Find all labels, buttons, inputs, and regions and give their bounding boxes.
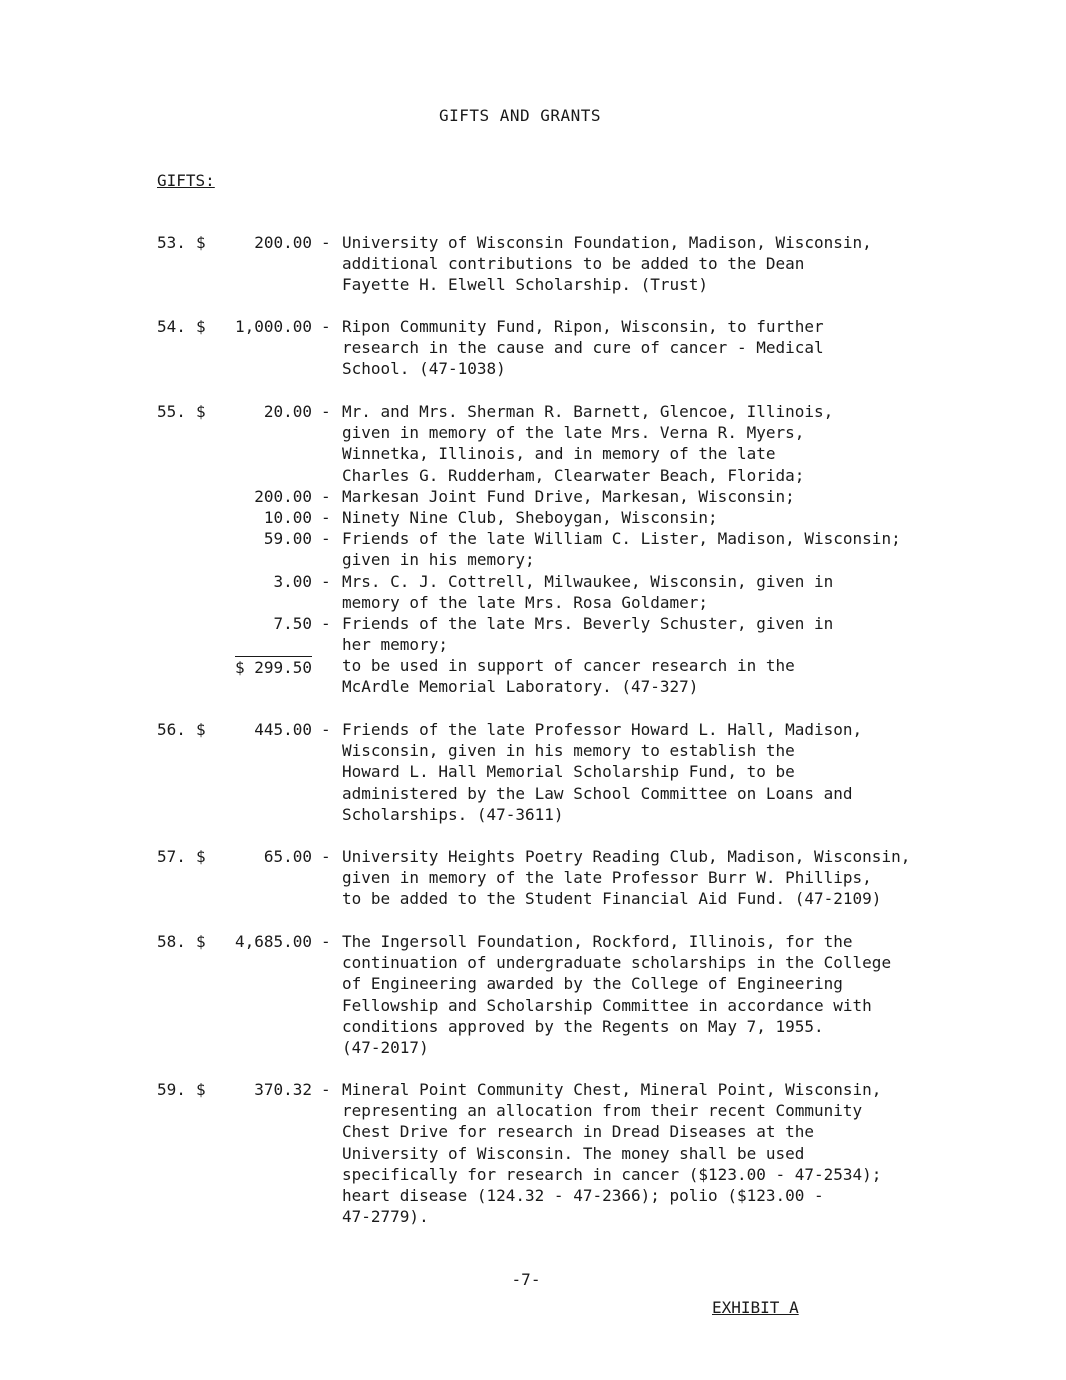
- gift-amount: 370.32: [254, 1080, 312, 1099]
- gift-line: [0, 635, 1066, 656]
- gift-amount: 20.00: [263, 402, 312, 421]
- section-heading-gifts: GIFTS:: [157, 171, 215, 190]
- separator-dash: -: [321, 571, 331, 591]
- gift-description: (47-2017): [342, 1037, 429, 1057]
- entry-number: 59.: [157, 1080, 186, 1099]
- gift-total-amount: $ 299.50: [234, 658, 312, 678]
- gift-line: [0, 614, 1066, 635]
- gift-line: [0, 996, 1066, 1017]
- gift-entry: [0, 233, 1066, 297]
- gift-description: Fayette H. Elwell Scholarship. (Trust): [342, 275, 709, 295]
- gift-entry: [0, 720, 1066, 826]
- gift-amount: 3.00: [273, 571, 312, 591]
- entry-number: 55.: [157, 402, 186, 421]
- gift-line: [0, 572, 1066, 593]
- gift-description: The Ingersoll Foundation, Rockford, Illinois, for the: [342, 932, 853, 951]
- gift-description: administered by the Law School Committee on Loans and: [342, 783, 853, 803]
- gift-line: [0, 1080, 1066, 1101]
- gift-line: [0, 402, 1066, 423]
- gift-line: [0, 784, 1066, 805]
- gift-total-line: [0, 656, 1066, 677]
- gift-description: Friends of the late William C. Lister, Madison, Wisconsin;: [342, 529, 901, 549]
- gift-amount: 10.00: [263, 507, 312, 527]
- gift-line: [0, 487, 1066, 508]
- gift-description: specifically for research in cancer ($123.00 - 47-2534);: [342, 1164, 882, 1184]
- separator-dash: -: [321, 720, 331, 739]
- gift-description: given in his memory;: [342, 550, 535, 570]
- separator-dash: -: [321, 402, 331, 421]
- gift-description: heart disease (124.32 - 47-2366); polio ($123.00 -: [342, 1185, 824, 1205]
- gift-description: Scholarships. (47-3611): [342, 804, 564, 824]
- gift-description: Markesan Joint Fund Drive, Markesan, Wisconsin;: [342, 486, 795, 506]
- gift-description: University Heights Poetry Reading Club, Madison, Wisconsin,: [342, 847, 911, 866]
- gift-description: Wisconsin, given in his memory to establish the: [342, 741, 795, 761]
- gift-line: [0, 762, 1066, 783]
- gift-description: Mr. and Mrs. Sherman R. Barnett, Glencoe, Illinois,: [342, 402, 834, 421]
- gift-entry: [0, 932, 1066, 1059]
- gift-description: conditions approved by the Regents on May 7, 1955.: [342, 1016, 824, 1036]
- gift-description: of Engineering awarded by the College of Engineering: [342, 974, 843, 994]
- gift-description: representing an allocation from their recent Community: [342, 1101, 863, 1121]
- gift-description: Fellowship and Scholarship Committee in accordance with: [342, 995, 872, 1015]
- separator-dash: -: [321, 317, 331, 336]
- gift-line: [0, 593, 1066, 614]
- gift-line: [0, 338, 1066, 359]
- gift-line: [0, 720, 1066, 741]
- dollar-sign: $: [196, 233, 206, 252]
- gift-line: [0, 423, 1066, 444]
- gift-description: Mineral Point Community Chest, Mineral Point, Wisconsin,: [342, 1080, 882, 1099]
- separator-dash: -: [321, 486, 331, 506]
- gift-description: given in memory of the late Mrs. Verna R. Myers,: [342, 423, 805, 443]
- exhibit-label: EXHIBIT A: [712, 1298, 799, 1317]
- gift-line: [0, 254, 1066, 275]
- gift-description: Ripon Community Fund, Ripon, Wisconsin, to further: [342, 317, 824, 336]
- gift-line: [0, 1144, 1066, 1165]
- gift-amount: 65.00: [263, 847, 312, 866]
- dollar-sign: $: [196, 847, 206, 866]
- gift-line: [0, 889, 1066, 910]
- gift-line: [0, 444, 1066, 465]
- gift-line: [0, 1186, 1066, 1207]
- gift-description: Friends of the late Professor Howard L. Hall, Madison,: [342, 720, 863, 739]
- gift-description: continuation of undergraduate scholarships in the College: [342, 953, 892, 973]
- gift-line: [0, 233, 1066, 254]
- gift-description: Howard L. Hall Memorial Scholarship Fund, to be: [342, 762, 795, 782]
- gift-amount: 7.50: [273, 613, 312, 633]
- gift-description: research in the cause and cure of cancer - Medical: [342, 338, 824, 358]
- gift-entry: [0, 1080, 1066, 1228]
- gift-description: Winnetka, Illinois, and in memory of the late: [342, 444, 776, 464]
- gift-description: Ninety Nine Club, Sheboygan, Wisconsin;: [342, 507, 718, 527]
- gift-description: memory of the late Mrs. Rosa Goldamer;: [342, 592, 709, 612]
- gift-entry: [0, 402, 1066, 699]
- gift-description: additional contributions to be added to the Dean: [342, 254, 805, 274]
- gift-line: [0, 1207, 1066, 1228]
- gift-description: 47-2779).: [342, 1207, 429, 1227]
- gift-description: Charles G. Rudderham, Clearwater Beach, Florida;: [342, 465, 805, 485]
- gift-line: [0, 847, 1066, 868]
- gift-line: [0, 1122, 1066, 1143]
- gift-description: Mrs. C. J. Cottrell, Milwaukee, Wisconsin, given in: [342, 571, 834, 591]
- gift-amount: 200.00: [254, 233, 312, 252]
- gift-line: [0, 805, 1066, 826]
- gift-description: Chest Drive for research in Dread Diseases at the: [342, 1122, 815, 1142]
- dollar-sign: $: [196, 402, 206, 421]
- dollar-sign: $: [196, 317, 206, 336]
- gift-line: [0, 275, 1066, 296]
- gift-line: [0, 359, 1066, 380]
- gift-amount: 445.00: [254, 720, 312, 739]
- gift-description: University of Wisconsin Foundation, Madison, Wisconsin,: [342, 233, 872, 252]
- separator-dash: -: [321, 507, 331, 527]
- entry-number: 58.: [157, 932, 186, 951]
- gift-description: Friends of the late Mrs. Beverly Schuster, given in: [342, 613, 834, 633]
- gift-amount: 4,685.00: [234, 932, 312, 951]
- gift-line: [0, 1165, 1066, 1186]
- gift-line: [0, 932, 1066, 953]
- entry-number: 57.: [157, 847, 186, 866]
- entry-number: 53.: [157, 233, 186, 252]
- gift-description: School. (47-1038): [342, 359, 506, 379]
- entry-number: 54.: [157, 317, 186, 336]
- gift-line: [0, 1017, 1066, 1038]
- gift-line: [0, 868, 1066, 889]
- gift-total-description: McArdle Memorial Laboratory. (47-327): [342, 677, 699, 697]
- separator-dash: -: [321, 1080, 331, 1099]
- separator-dash: -: [321, 613, 331, 633]
- gift-amount: 59.00: [263, 529, 312, 549]
- gift-entry: [0, 847, 1066, 911]
- separator-dash: -: [321, 847, 331, 866]
- separator-dash: -: [321, 932, 331, 951]
- gift-description: to be added to the Student Financial Aid Fund. (47-2109): [342, 889, 882, 909]
- gift-line: [0, 550, 1066, 571]
- gift-total-line: [0, 677, 1066, 698]
- page-number: -7-: [511, 1270, 541, 1289]
- gift-line: [0, 1101, 1066, 1122]
- entry-number: 56.: [157, 720, 186, 739]
- gift-description: given in memory of the late Professor Burr W. Phillips,: [342, 868, 872, 888]
- gift-line: [0, 508, 1066, 529]
- gift-entry: [0, 317, 1066, 381]
- separator-dash: -: [321, 233, 331, 252]
- gift-line: [0, 466, 1066, 487]
- gift-description: her memory;: [342, 635, 448, 655]
- gift-line: [0, 974, 1066, 995]
- gift-amount: 200.00: [254, 486, 312, 506]
- page-title: GIFTS AND GRANTS: [438, 106, 602, 125]
- gift-line: [0, 741, 1066, 762]
- gift-line: [0, 953, 1066, 974]
- dollar-sign: $: [196, 1080, 206, 1099]
- separator-dash: -: [321, 529, 331, 549]
- gift-total-description: to be used in support of cancer research in the: [342, 656, 795, 676]
- gift-amount: 1,000.00: [234, 317, 312, 336]
- dollar-sign: $: [196, 720, 206, 739]
- gift-line: [0, 529, 1066, 550]
- gift-line: [0, 1038, 1066, 1059]
- dollar-sign: $: [196, 932, 206, 951]
- gift-description: University of Wisconsin. The money shall be used: [342, 1143, 805, 1163]
- gift-line: [0, 317, 1066, 338]
